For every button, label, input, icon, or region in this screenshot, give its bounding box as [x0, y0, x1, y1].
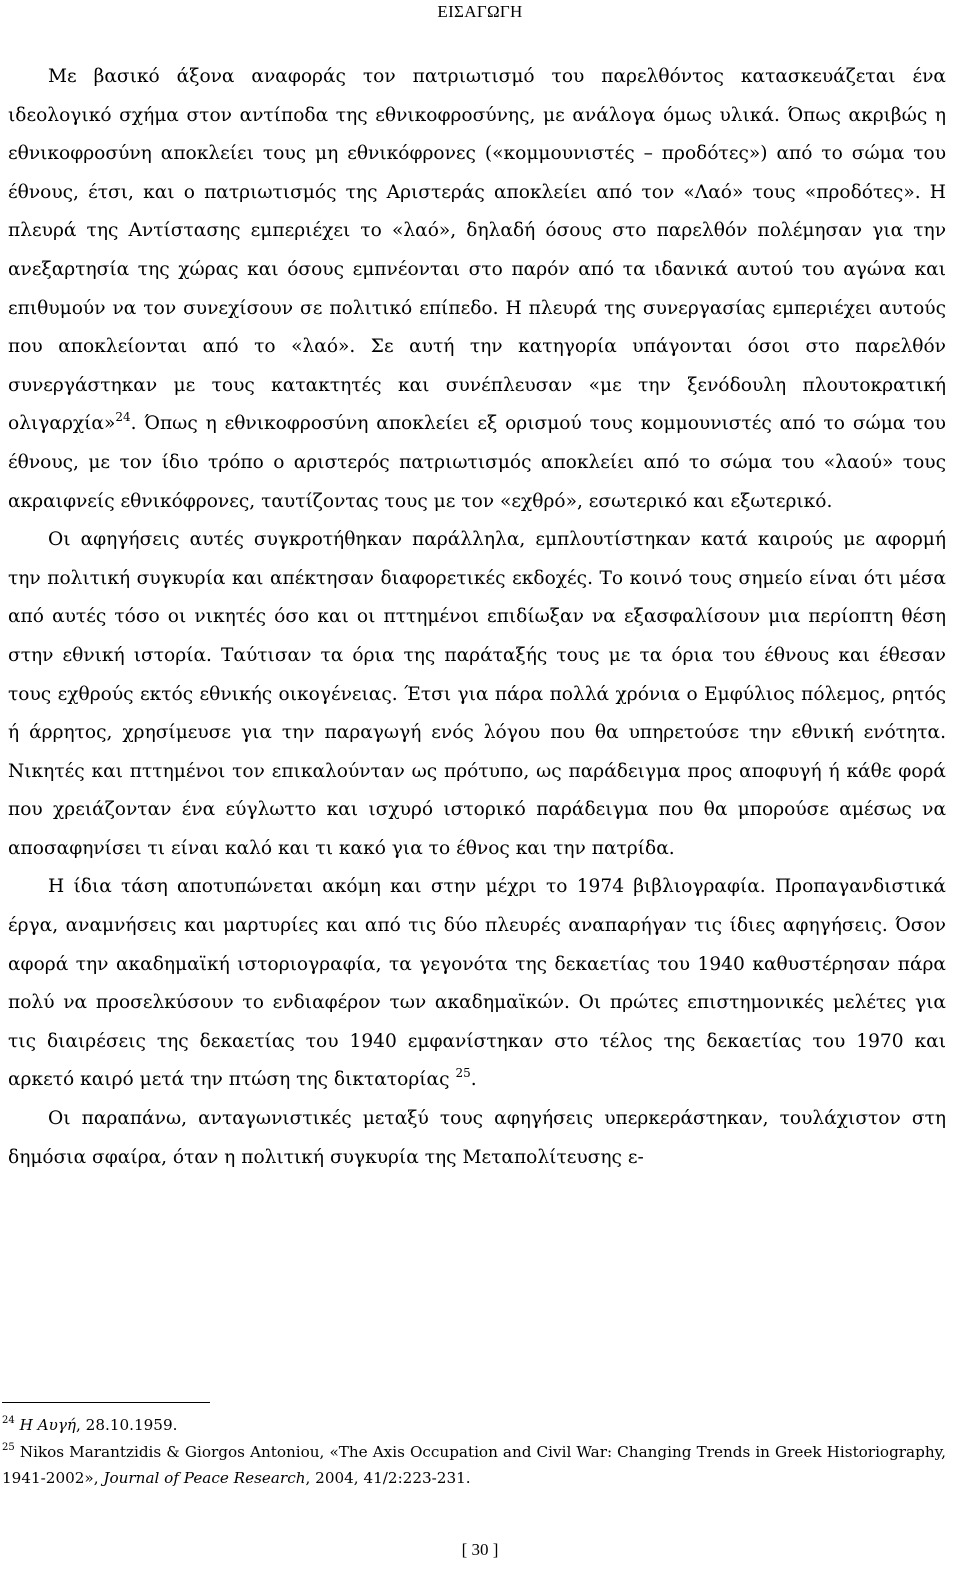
footnote-source-title: Η Αυγή — [19, 1416, 77, 1434]
footnote-24 — [2, 1412, 946, 1439]
footnote-authors: Nikos Marantzidis & Giorgos Antoniou, «The Axis Occupation and Civil War: Changing Trends in Greek Historiography, 1941-2002», — [2, 1442, 947, 1487]
footnote-citation: , 2004, 41/2:223-231. — [305, 1469, 471, 1487]
footnote-number: 25 — [2, 1441, 15, 1453]
footnotes — [2, 1412, 946, 1492]
paragraph-3 — [8, 868, 946, 1100]
footnote-25 — [2, 1439, 946, 1492]
paragraph-3-text: Η ίδια τάση αποτυπώνεται ακόμη και στην μέχρι το 1974 βιβλιογραφία. Προπαγανδιστικά έργα, αναμνήσεις και μαρτυρίες και από τις δύο πλευρές αναπαρήγαν τις ίδιες αφηγήσεις. Όσον αφορά την ακαδημαϊκή ιστοριογραφία, τα γεγονότα της δεκαετίας του 1940 καθυστέρησαν πάρα πολύ να προσελκύσουν το ενδιαφέρον των ακαδημαϊκών. Οι πρώτες επιστημονικές μελέτες για τις διαιρέσεις της δεκαετίας του 1940 εμφανίστηκαν στο τέλος της δεκαετίας του 1970 και αρκετό καιρό μετά την πτώση της δικτατορίας — [8, 876, 946, 1091]
paragraph-4: Οι παραπάνω, ανταγωνιστικές μεταξύ τους αφηγήσεις υπερκεράστηκαν, τουλάχιστον στη δημόσια σφαίρα, όταν η πολιτική συγκυρία της Μεταπολίτευσης ε- — [8, 1108, 946, 1168]
footnote-journal-title: Journal of Peace Research — [103, 1469, 306, 1487]
footnote-ref-25[interactable]: 25 — [455, 1066, 471, 1081]
page-number: [ 30 ] — [461, 1540, 499, 1559]
paragraph-3-text-cont: . — [470, 1069, 477, 1091]
paragraph-1-text-cont: . Όπως η εθνικοφροσύνη αποκλείει εξ ορισμού τους κομμουνιστές από το σώμα του έθνους, με τον ίδιο τρόπο ο αριστερός πατριωτισμός αποκλείει από το σώμα του «λαού» τους ακραιφνείς εθνικόφρονες, ταυτίζοντας τους με τον «εχθρό», εσωτερικό και εξωτερικό. — [8, 413, 946, 512]
paragraph-2: Οι αφηγήσεις αυτές συγκροτήθηκαν παράλληλα, εμπλουτίστηκαν κατά καιρούς με αφορμή την πολιτική συγκυρία και απέκτησαν διαφορετικές εκδοχές. Το κοινό τους σημείο είναι ότι μέσα από αυτές τόσο οι νικητές όσο και οι πττημένοι επιδίωξαν να εξασφαλίσουν μια περίοπτη θέση στην εθνική ιστορία. Ταύτισαν τα όρια της παράταξής τους με τα όρια του έθνους και έθεσαν τους εχθρούς εκτός εθνικής οικογένειας. Έτσι για πάρα πολλά χρόνια ο Εμφύλιος πόλεμος, ρητός ή άρρητος, χρησίμευσε για την παραγωγή ενός λόγου που θα υπηρετούσε την εθνική ενότητα. Νικητές και πττημένοι τον επικαλούνταν ως πρότυπο, ως παράδειγμα προς αποφυγή ή κάθε φορά που χρειάζονταν ένα εύγλωττο και ισχυρό ιστορικό παράδειγμα που θα μπορούσε αμέσως να αποσαφηνίσει τι είναι καλό και τι κακό για το έθνος και την πατρίδα. — [8, 529, 946, 859]
paragraph-1-text: Με βασικό άξονα αναφοράς τον πατριωτισμό του παρελθόντος κατασκευάζεται ένα ιδεολογικό σχήμα στον αντίποδα της εθνικοφροσύνης, με ανάλογα όμως υλικά. Όπως ακριβώς η εθνικοφροσύνη αποκλείει τους μη εθνικόφρονες («κομμουνιστές – προδότες») από το σώμα του έθνους, έτσι, και ο πατριωτισμός της Αριστεράς αποκλείει από τον «Λαό» τους «προδότες». Η πλευρά της Αντίστασης εμπεριέχει το «λαό», δηλαδή όσους στο παρελθόν πολέμησαν για την ανεξαρτησία της χώρας και όσους εμπνέονται στο παρόν από τα ιδανικά αυτού του αγώνα και επιθυμούν να τον συνεχίσουν σε πολιτικό επίπεδο. Η πλευρά της συνεργασίας εμπεριέχει αυτούς που αποκλείονται από το «λαό». Σε αυτή την κατηγορία υπάγονται όσοι στο παρελθόν συνεργάστηκαν με τους κατακτητές και συνέπλευσαν «με την ξενόδουλη πλουτοκρατική ολιγαρχία» — [8, 66, 946, 435]
footnote-ref-24[interactable]: 24 — [115, 410, 131, 425]
footnote-date: , 28.10.1959. — [76, 1416, 178, 1434]
running-header: ΕΙΣΑΓΩΓΗ — [437, 2, 523, 21]
footnote-separator — [2, 1402, 210, 1403]
body-text — [8, 58, 946, 1177]
footnote-number: 24 — [2, 1415, 15, 1426]
paragraph-1 — [8, 58, 946, 521]
